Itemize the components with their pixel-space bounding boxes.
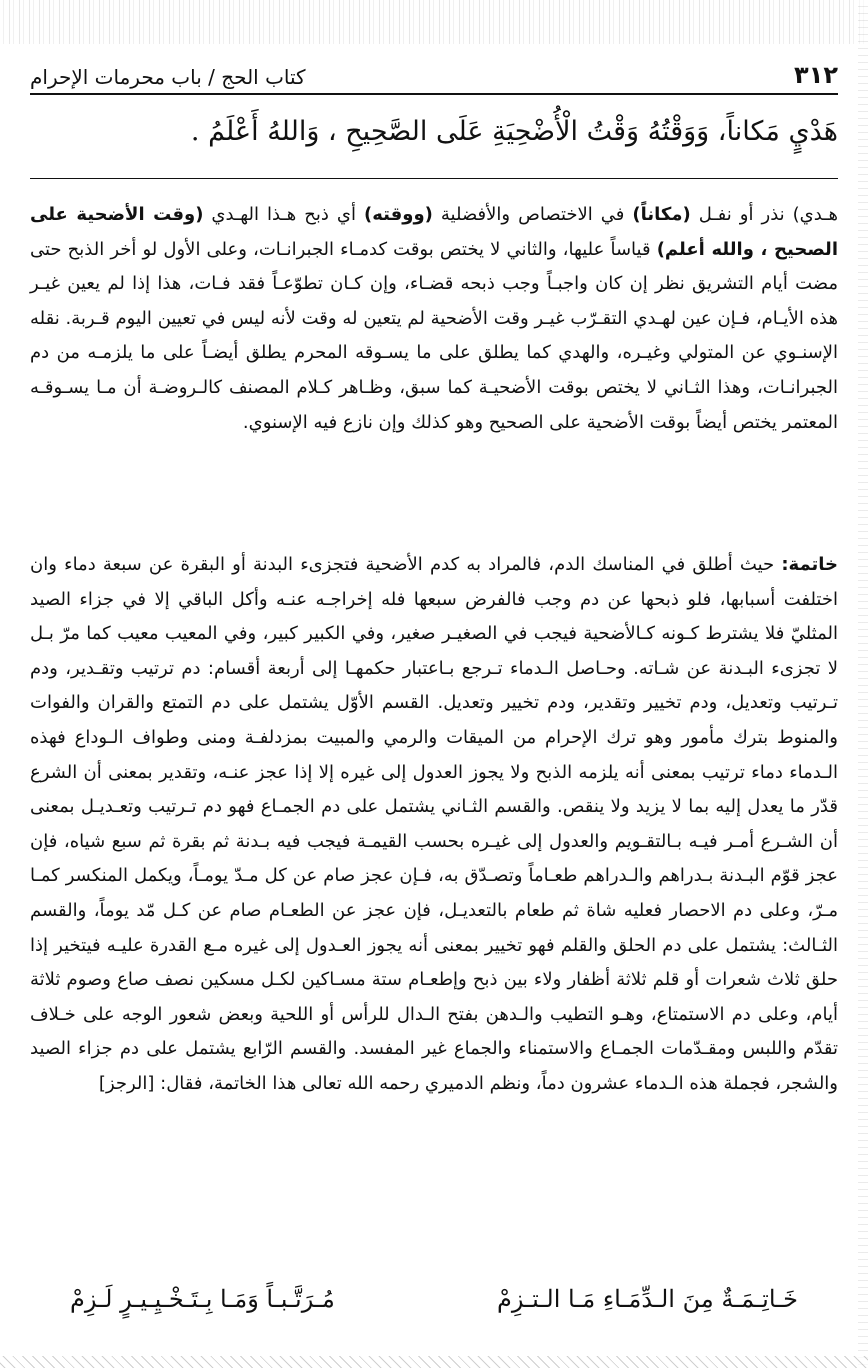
khatima-paragraph bbox=[30, 548, 838, 1102]
page-number: ٣١٢ bbox=[794, 61, 838, 89]
page-header bbox=[30, 55, 838, 95]
khatima-block bbox=[30, 548, 838, 1102]
running-title: كتاب الحج / باب محرمات الإحرام bbox=[30, 65, 306, 89]
commentary-bold-term: (مكاناً) bbox=[632, 204, 691, 225]
commentary-paragraph bbox=[30, 198, 838, 440]
khatima-label: خاتمة: bbox=[781, 554, 838, 575]
commentary-block bbox=[30, 198, 838, 440]
commentary-bold-term: (ووقته) bbox=[364, 204, 433, 225]
scan-noise-right bbox=[858, 0, 868, 1368]
verse-hemistich-first: خَـاتِـمَـةٌ مِنَ الـدِّمَـاءِ مَـا الـتـزِمْ bbox=[497, 1285, 798, 1313]
commentary-bold-term: (وقت الأضحية على الصحيح ، والله أعلم) bbox=[30, 204, 838, 260]
commentary-text: قياساً عليها، والثاني لا يختص بوقت كدمـاء الجبرانـات، وعلى الأول لو أخر الذبح حتى مضت أيام التشريق نظر إن كان واجبـاً وجب ذبحه قضـاء، وإن كـان تطوّعـاً فقد فـات، هذا إذا لم يعين غيـر هذه الأيـام، فـإن عين لهـدي التقـرّب غيـر وقت الأضحية لم يتعين له وقت لأنه ليس في تعيين اليوم قـربة. نقله الإسنـوي عن المتولي وغيـره، والهدي كما يطلق على ما يسـوقه المحرم يطلق أيضـاً على ما يلزمـه من دم الجبرانـات، وهذا الثـاني لا يختص بوقت الأضحيـة كما سبق، وظـاهر كـلام المصنف كالـروضـة أن مـا يسـوقـه المعتمر يختص أيضاً بوقت الأضحية على الصحيح وهو كذلك وإن نازع فيه الإسنوي. bbox=[30, 238, 838, 433]
matn-text: هَدْيٍ مَكاناً، وَوَقْتُهُ وَقْتُ الْأُضْحِيَةِ عَلَى الصَّحِيحِ ، وَاللهُ أَعْلَمُ . bbox=[190, 116, 838, 147]
scan-noise-top bbox=[0, 0, 868, 44]
khatima-text: حيث أطلق في المناسك الدم، فالمراد به كدم الأضحية فتجزىء البدنة أو البقرة عن سبعة دماء وان اختلفت أسبابها، فلو ذبحها عن دم وجب فالفرض سبعها فله إخراجـه عنـه وأكل الباقي إلا في جزاء الصيد المثليّ فلا يشترط كـونه كـالأضحية فيجب في الصغيـر صغير، وفي الكبير كبير، وفي المعيب معيب كما مرّ بـل لا تجزىء البـدنة عن شـاته. وحـاصل الـدماء تـرجع بـاعتبار حكمهـا إلى أربعة أقسام: دم ترتيب وتقـدير، ودم تـرتيب وتعديل، ودم تخيير وتقدير، ودم تخيير وتعديل. القسم الأوّل يشتمل على دم التمتع والقران والفوات والمنوط بترك مأمور وهو ترك الإحرام من الميقات والرمي والمبيت بمزدلفـة ومنى وطواف الـوداع فهذه الـدماء دماء ترتيب بمعنى أنه يلزمه الذبح ولا يجوز العدول إلى غيره إلا إذا عجز عنـه، وتقدير بمعنى أن الشرع قدّر ما يعدل إليه بما لا يزيد ولا ينقص. والقسم الثـاني يشتمل على دم الجمـاع فهو دم تـرتيب وتعـديـل بمعنى أن الشـرع أمـر فيـه بـالتقـويم والعدول إلى غيـره بحسب القيمـة فيجب فيه بـدنة ثم بقرة ثم سبع شياه، فإن عجز قوّم البـدنة بـدراهم والـدراهم طعـاماً وتصـدّق به، فـإن عجز صام عن كل مـدّ يومـاً، ويكمل المنكسر كمـا مـرّ، وعلى دم الاحصار فعليه شاة ثم طعام بالتعديـل، فإن عجز عن الطعـام صام عن كـل مّد يوماً، والقسم الثـالث: يشتمل على دم الحلق والقلم فهو تخيير بمعنى أنه يجوز العـدول إلى غيره مـع القدرة عليـه فيتخير إذا حلق ثلاث شعرات أو قلم ثلاثة أظفار ولاء بين ذبح وإطعـام ستة مسـاكين لكـل مسكين نصف صاع وصوم ثلاثة أيام، وعلى دم الاستمتاع، وهـو التطيب والـدهن بفتح الـدال للرأس أو اللحية وبعض شعور الوجه على خـلاف تقدّم واللبس ومقـدّمات الجمـاع والاستمناء والجماع غير المفسد. والقسم الرّابع يشتمل على دم جزاء الصيد والشجر، فجملة هذه الـدماء عشرون دماً، ونظم الدميري رحمه الله تعالى هذا الخاتمة، فقال: [الرجز] bbox=[30, 554, 838, 1094]
commentary-text: في الاختصاص والأفضلية bbox=[432, 204, 633, 225]
commentary-text: هـدي) نذر أو نفـل bbox=[690, 204, 838, 225]
verse-hemistich-second: مُـرَتَّـبـاً وَمَـا بِـتَـخْـيِـيـرٍ لَـزِمْ bbox=[70, 1285, 335, 1313]
separator-rule bbox=[30, 178, 838, 179]
poem-verse bbox=[30, 1274, 838, 1324]
commentary-text: أي ذبح هـذا الهـدي bbox=[203, 204, 364, 225]
scan-noise-bottom bbox=[0, 1356, 868, 1368]
